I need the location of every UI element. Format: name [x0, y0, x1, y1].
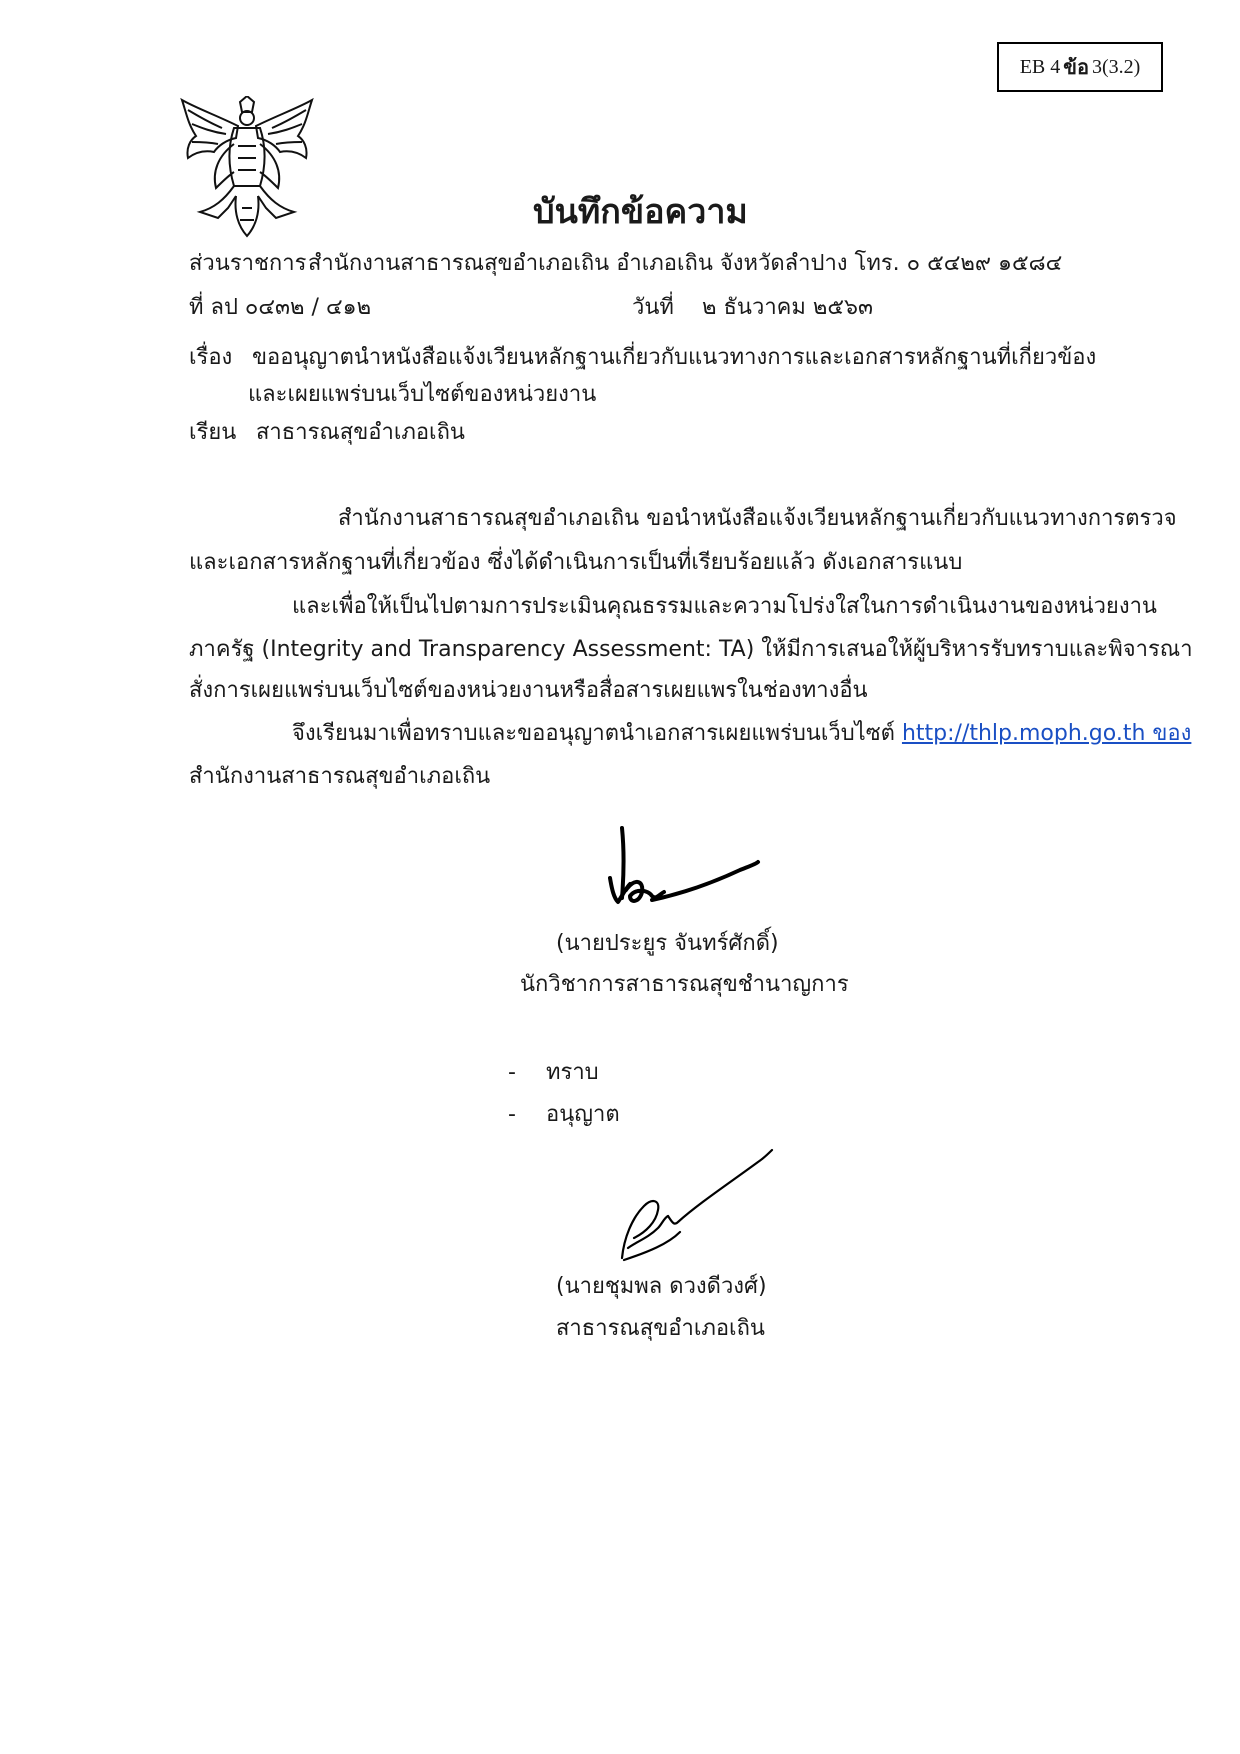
- signer-2-name: (นายชุมพล ดวงดีวงศ์): [556, 1274, 767, 1299]
- reference-prefix: EB 4: [1019, 55, 1061, 78]
- subject-line-2: และเผยแพร่บนเว็บไซต์ของหน่วยงาน: [248, 382, 597, 407]
- body-p3-text: จึงเรียนมาเพื่อทราบและขออนุญาตนำเอกสารเผยแพร่บนเว็บไซต์: [292, 721, 902, 746]
- reference-box: [997, 42, 1163, 92]
- body-p3-line-2: สำนักงานสาธารณสุขอำเภอเถิน: [189, 764, 491, 789]
- reference-bold: ข้อ: [1063, 57, 1089, 79]
- signature-1-icon: [600, 818, 770, 918]
- approval-bullet-1: -: [508, 1060, 516, 1085]
- subject-line-1: ขออนุญาตนำหนังสือแจ้งเวียนหลักฐานเกี่ยวกับแนวทางการและเอกสารหลักฐานที่เกี่ยวข้อง: [252, 345, 1097, 370]
- signer-1-name: (นายประยูร จันทร์ศักดิ์): [556, 931, 779, 956]
- signature-2-icon: [618, 1148, 778, 1266]
- website-link[interactable]: http://thlp.moph.go.th ของ: [901, 721, 1192, 746]
- signer-2-position: สาธารณสุขอำเภอเถิน: [556, 1316, 765, 1341]
- agency-label: ส่วนราชการ: [189, 251, 307, 276]
- document-number: ที่ ลป ๐๔๓๒ / ๔๑๒: [189, 295, 372, 320]
- body-p2-line-1: และเพื่อให้เป็นไปตามการประเมินคุณธรรมและความโปร่งใสในการดำเนินงานของหน่วยงาน: [292, 594, 1157, 619]
- approval-bullet-2: -: [508, 1102, 516, 1127]
- body-p2-line-2: ภาครัฐ (Integrity and Transparency Assessment: TA) ให้มีการเสนอให้ผู้บริหารรับทราบและพิจารณา: [189, 637, 1193, 662]
- date-value: ๒ ธันวาคม ๒๕๖๓: [702, 295, 874, 320]
- date-label: วันที่: [632, 295, 674, 320]
- subject-label: เรื่อง: [189, 345, 233, 370]
- to-label: เรียน: [189, 420, 237, 445]
- body-p1-line-1: สำนักงานสาธารณสุขอำเภอเถิน ขอนำหนังสือแจ้งเวียนหลักฐานเกี่ยวกับแนวทางการตรวจ: [338, 506, 1177, 531]
- approval-option-acknowledge: ทราบ: [546, 1060, 599, 1085]
- memo-title: บันทึกข้อความ: [533, 192, 748, 232]
- body-p1-line-2: และเอกสารหลักฐานที่เกี่ยวข้อง ซึ่งได้ดำเนินการเป็นที่เรียบร้อยแล้ว ดังเอกสารแนบ: [189, 550, 963, 575]
- agency-value: สำนักงานสาธารณสุขอำเภอเถิน อำเภอเถิน จังหวัดลำปาง โทร. ๐ ๕๔๒๙ ๑๕๘๔: [308, 251, 1063, 276]
- body-p3-line-1: [292, 719, 1191, 749]
- signer-1-position: นักวิชาการสาธารณสุขชำนาญการ: [520, 972, 849, 997]
- garuda-emblem-icon: [178, 96, 316, 238]
- approval-option-permit: อนุญาต: [546, 1102, 620, 1127]
- reference-suffix: 3(3.2): [1091, 55, 1141, 78]
- to-value: สาธารณสุขอำเภอเถิน: [256, 420, 465, 445]
- body-p2-line-3: สั่งการเผยแพร่บนเว็บไซต์ของหน่วยงานหรือสื่อสารเผยแพรในช่องทางอื่น: [189, 678, 868, 703]
